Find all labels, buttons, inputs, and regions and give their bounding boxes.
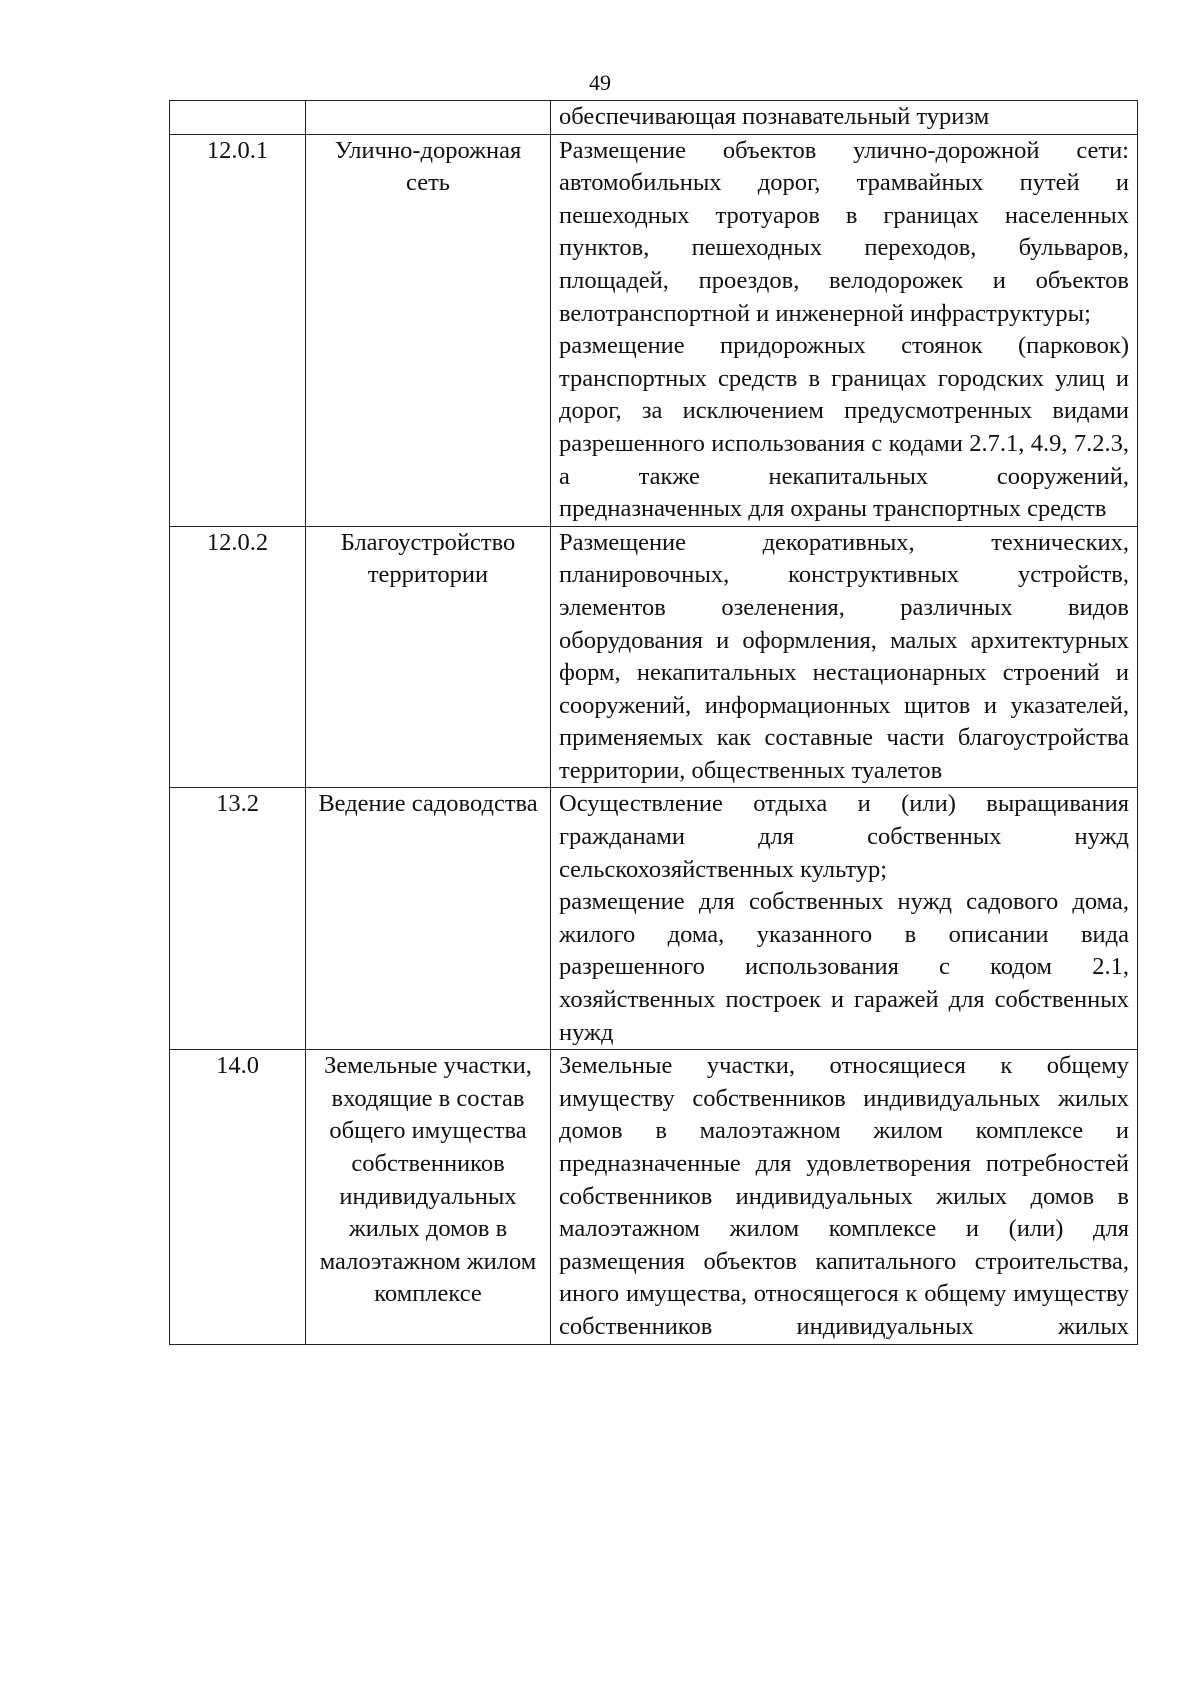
row-name <box>306 101 551 135</box>
description-paragraph: Размещение объектов улично-дорожной сети: автомобильных дорог, трамвайных путей и пешеходных тротуаров в границах населенных пунктов, пешеходных переходов, бульваров, площадей, проездов, велодорожек и объектов велотранспортной и инженерной инфраструктуры; <box>559 136 1129 327</box>
row-code: 13.2 <box>170 788 306 1050</box>
row-code <box>170 101 306 135</box>
table-row <box>170 101 1138 135</box>
description-paragraph: размещение для собственных нужд садового дома, жилого дома, указанного в описании вида разрешенного использования с кодом 2.1, хозяйственных построек и гаражей для собственных нужд <box>559 888 1129 1046</box>
row-name: Земельные участки, входящие в состав общего имущества собственников индивидуальных жилых домов в малоэтажном жилом комплексе <box>306 1050 551 1344</box>
row-description <box>551 134 1138 526</box>
table-row <box>170 526 1138 788</box>
table-row <box>170 788 1138 1050</box>
row-description <box>551 526 1138 788</box>
land-use-table <box>169 100 1138 1345</box>
row-description <box>551 1050 1138 1344</box>
row-code: 12.0.2 <box>170 526 306 788</box>
description-paragraph: Земельные участки, относящиеся к общему имуществу собственников индивидуальных жилых домов в малоэтажном жилом комплексе и предназначенные для удовлетворения потребностей собственников индивидуальных жилых домов в малоэтажном жилом комплексе и (или) для размещения объектов капитального строительства, иного имущества, относящегося к общему имуществу собственников индивидуальных жилых <box>559 1052 1129 1340</box>
description-paragraph: размещение придорожных стоянок (парковок) транспортных средств в границах городских улиц и дорог, за исключением предусмотренных видами разрешенного использования с кодами 2.7.1, 4.9, 7.2.3, а также некапитальных сооружений, предназначенных для охраны транспортных средств <box>559 332 1129 523</box>
page-number: 49 <box>589 70 611 95</box>
description-paragraph: Размещение декоративных, технических, планировочных, конструктивных устройств, элементов озеленения, различных видов оборудования и оформления, малых архитектурных форм, некапитальных нестационарных строений и сооружений, информационных щитов и указателей, применяемых как составные части благоустройства территории, общественных туалетов <box>559 528 1129 784</box>
row-code: 12.0.1 <box>170 134 306 526</box>
table-row <box>170 134 1138 526</box>
row-description <box>551 101 1138 135</box>
row-name: Улично-дорожная сеть <box>306 134 551 526</box>
description-paragraph: обеспечивающая познавательный туризм <box>559 103 990 130</box>
row-name: Благоустройство территории <box>306 526 551 788</box>
row-code: 14.0 <box>170 1050 306 1344</box>
row-description <box>551 788 1138 1050</box>
description-paragraph: Осуществление отдыха и (или) выращивания гражданами для собственных нужд сельскохозяйственных культур; <box>559 790 1129 883</box>
table-row <box>170 1050 1138 1344</box>
row-name: Ведение садоводства <box>306 788 551 1050</box>
